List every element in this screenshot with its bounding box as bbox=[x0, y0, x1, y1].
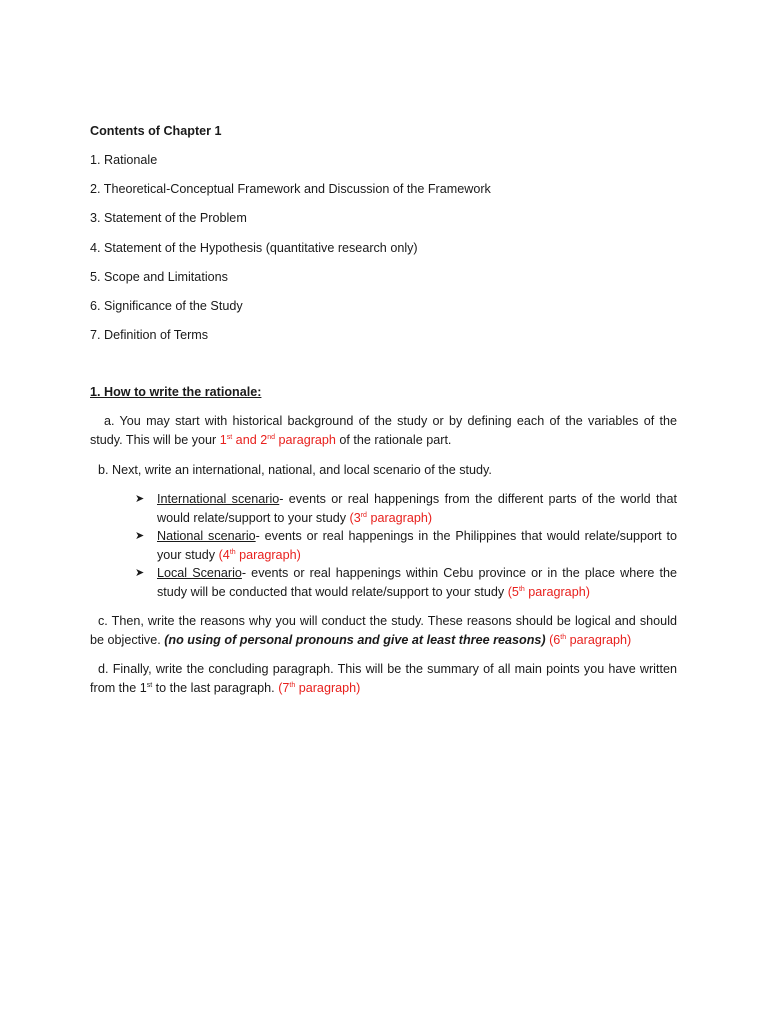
highlight-text: paragraph) bbox=[366, 510, 433, 525]
highlight-text: 1 bbox=[219, 432, 227, 447]
paragraph-c-emphasis: (no using of personal pronouns and give at least three reasons) bbox=[164, 632, 546, 647]
ordinal-suffix: st bbox=[146, 681, 153, 689]
highlight-text: (4 bbox=[218, 547, 230, 562]
ordinal-suffix: rd bbox=[360, 511, 367, 519]
list-item bbox=[90, 490, 677, 527]
arrow-bullet-icon: ➤ bbox=[135, 530, 145, 542]
highlight-text: paragraph) bbox=[295, 680, 361, 695]
highlight-text: (7 bbox=[278, 680, 290, 695]
paragraph-a bbox=[90, 412, 677, 449]
rationale-heading: 1. How to write the rationale: bbox=[90, 385, 262, 399]
contents-item: 3. Statement of the Problem bbox=[90, 211, 247, 225]
highlight-text: (3 bbox=[349, 510, 361, 525]
ordinal-suffix: th bbox=[289, 681, 296, 689]
ordinal-suffix: nd bbox=[267, 433, 275, 441]
ordinal-suffix: th bbox=[560, 633, 567, 641]
paragraph-d-text-end: to the last paragraph. bbox=[152, 680, 279, 695]
arrow-bullet-icon: ➤ bbox=[135, 567, 145, 579]
bullet-label: National scenario bbox=[157, 529, 256, 543]
highlight-text: paragraph) bbox=[566, 632, 632, 647]
contents-item: 2. Theoretical-Conceptual Framework and Discussion of the Framework bbox=[90, 182, 491, 196]
contents-item: 5. Scope and Limitations bbox=[90, 270, 228, 284]
scenario-list bbox=[90, 490, 677, 601]
contents-title: Contents of Chapter 1 bbox=[90, 124, 222, 138]
paragraph-d-highlight bbox=[278, 681, 360, 695]
bullet-label: International scenario bbox=[157, 492, 280, 506]
contents-item: 1. Rationale bbox=[90, 153, 158, 167]
bullet-text: - events or real happenings within Cebu province or in the place where the study will be conducted that would relate/support to your study bbox=[157, 566, 677, 599]
paragraph-b bbox=[90, 461, 677, 480]
list-item bbox=[90, 527, 677, 564]
bullet-highlight bbox=[219, 548, 301, 562]
paragraph-a-highlight bbox=[220, 433, 336, 447]
bullet-label: Local Scenario bbox=[157, 566, 242, 580]
paragraph-a-text: a. You may start with historical background of the study or by defining each of the variables of the study. This will be your bbox=[90, 414, 677, 447]
bullet-highlight bbox=[508, 585, 590, 599]
highlight-text: (5 bbox=[507, 584, 519, 599]
contents-item: 7. Definition of Terms bbox=[90, 328, 209, 342]
paragraph-c-text: c. Then, write the reasons why you will conduct the study. These reasons should be logical and should be objective. bbox=[90, 614, 677, 647]
paragraph-a-text-end: of the rationale part. bbox=[335, 432, 452, 447]
ordinal-suffix: st bbox=[226, 433, 233, 441]
list-item bbox=[90, 564, 677, 601]
highlight-text: paragraph bbox=[275, 432, 336, 447]
arrow-bullet-icon: ➤ bbox=[135, 493, 145, 505]
bullet-text: - events or real happenings from the different parts of the world that would relate/support to your study bbox=[157, 492, 677, 525]
highlight-text: paragraph) bbox=[524, 584, 590, 599]
document-page bbox=[90, 0, 677, 1024]
bullet-text: - events or real happenings in the Philippines that would relate/support to your study bbox=[157, 529, 677, 562]
highlight-text: (6 bbox=[549, 632, 561, 647]
ordinal-suffix: th bbox=[518, 585, 525, 593]
highlight-text: and 2 bbox=[232, 432, 268, 447]
paragraph-d bbox=[90, 660, 677, 697]
paragraph-c-highlight bbox=[549, 633, 631, 647]
paragraph-d-text: d. Finally, write the concluding paragraph. This will be the summary of all main points you have written from the 1 bbox=[90, 662, 677, 695]
paragraph-c bbox=[90, 612, 677, 649]
contents-item: 4. Statement of the Hypothesis (quantitative research only) bbox=[90, 241, 418, 255]
paragraph-b-text: b. Next, write an international, national, and local scenario of the study. bbox=[98, 463, 492, 477]
ordinal-suffix: th bbox=[229, 548, 236, 556]
contents-item: 6. Significance of the Study bbox=[90, 299, 243, 313]
bullet-highlight bbox=[350, 511, 433, 525]
highlight-text: paragraph) bbox=[235, 547, 301, 562]
